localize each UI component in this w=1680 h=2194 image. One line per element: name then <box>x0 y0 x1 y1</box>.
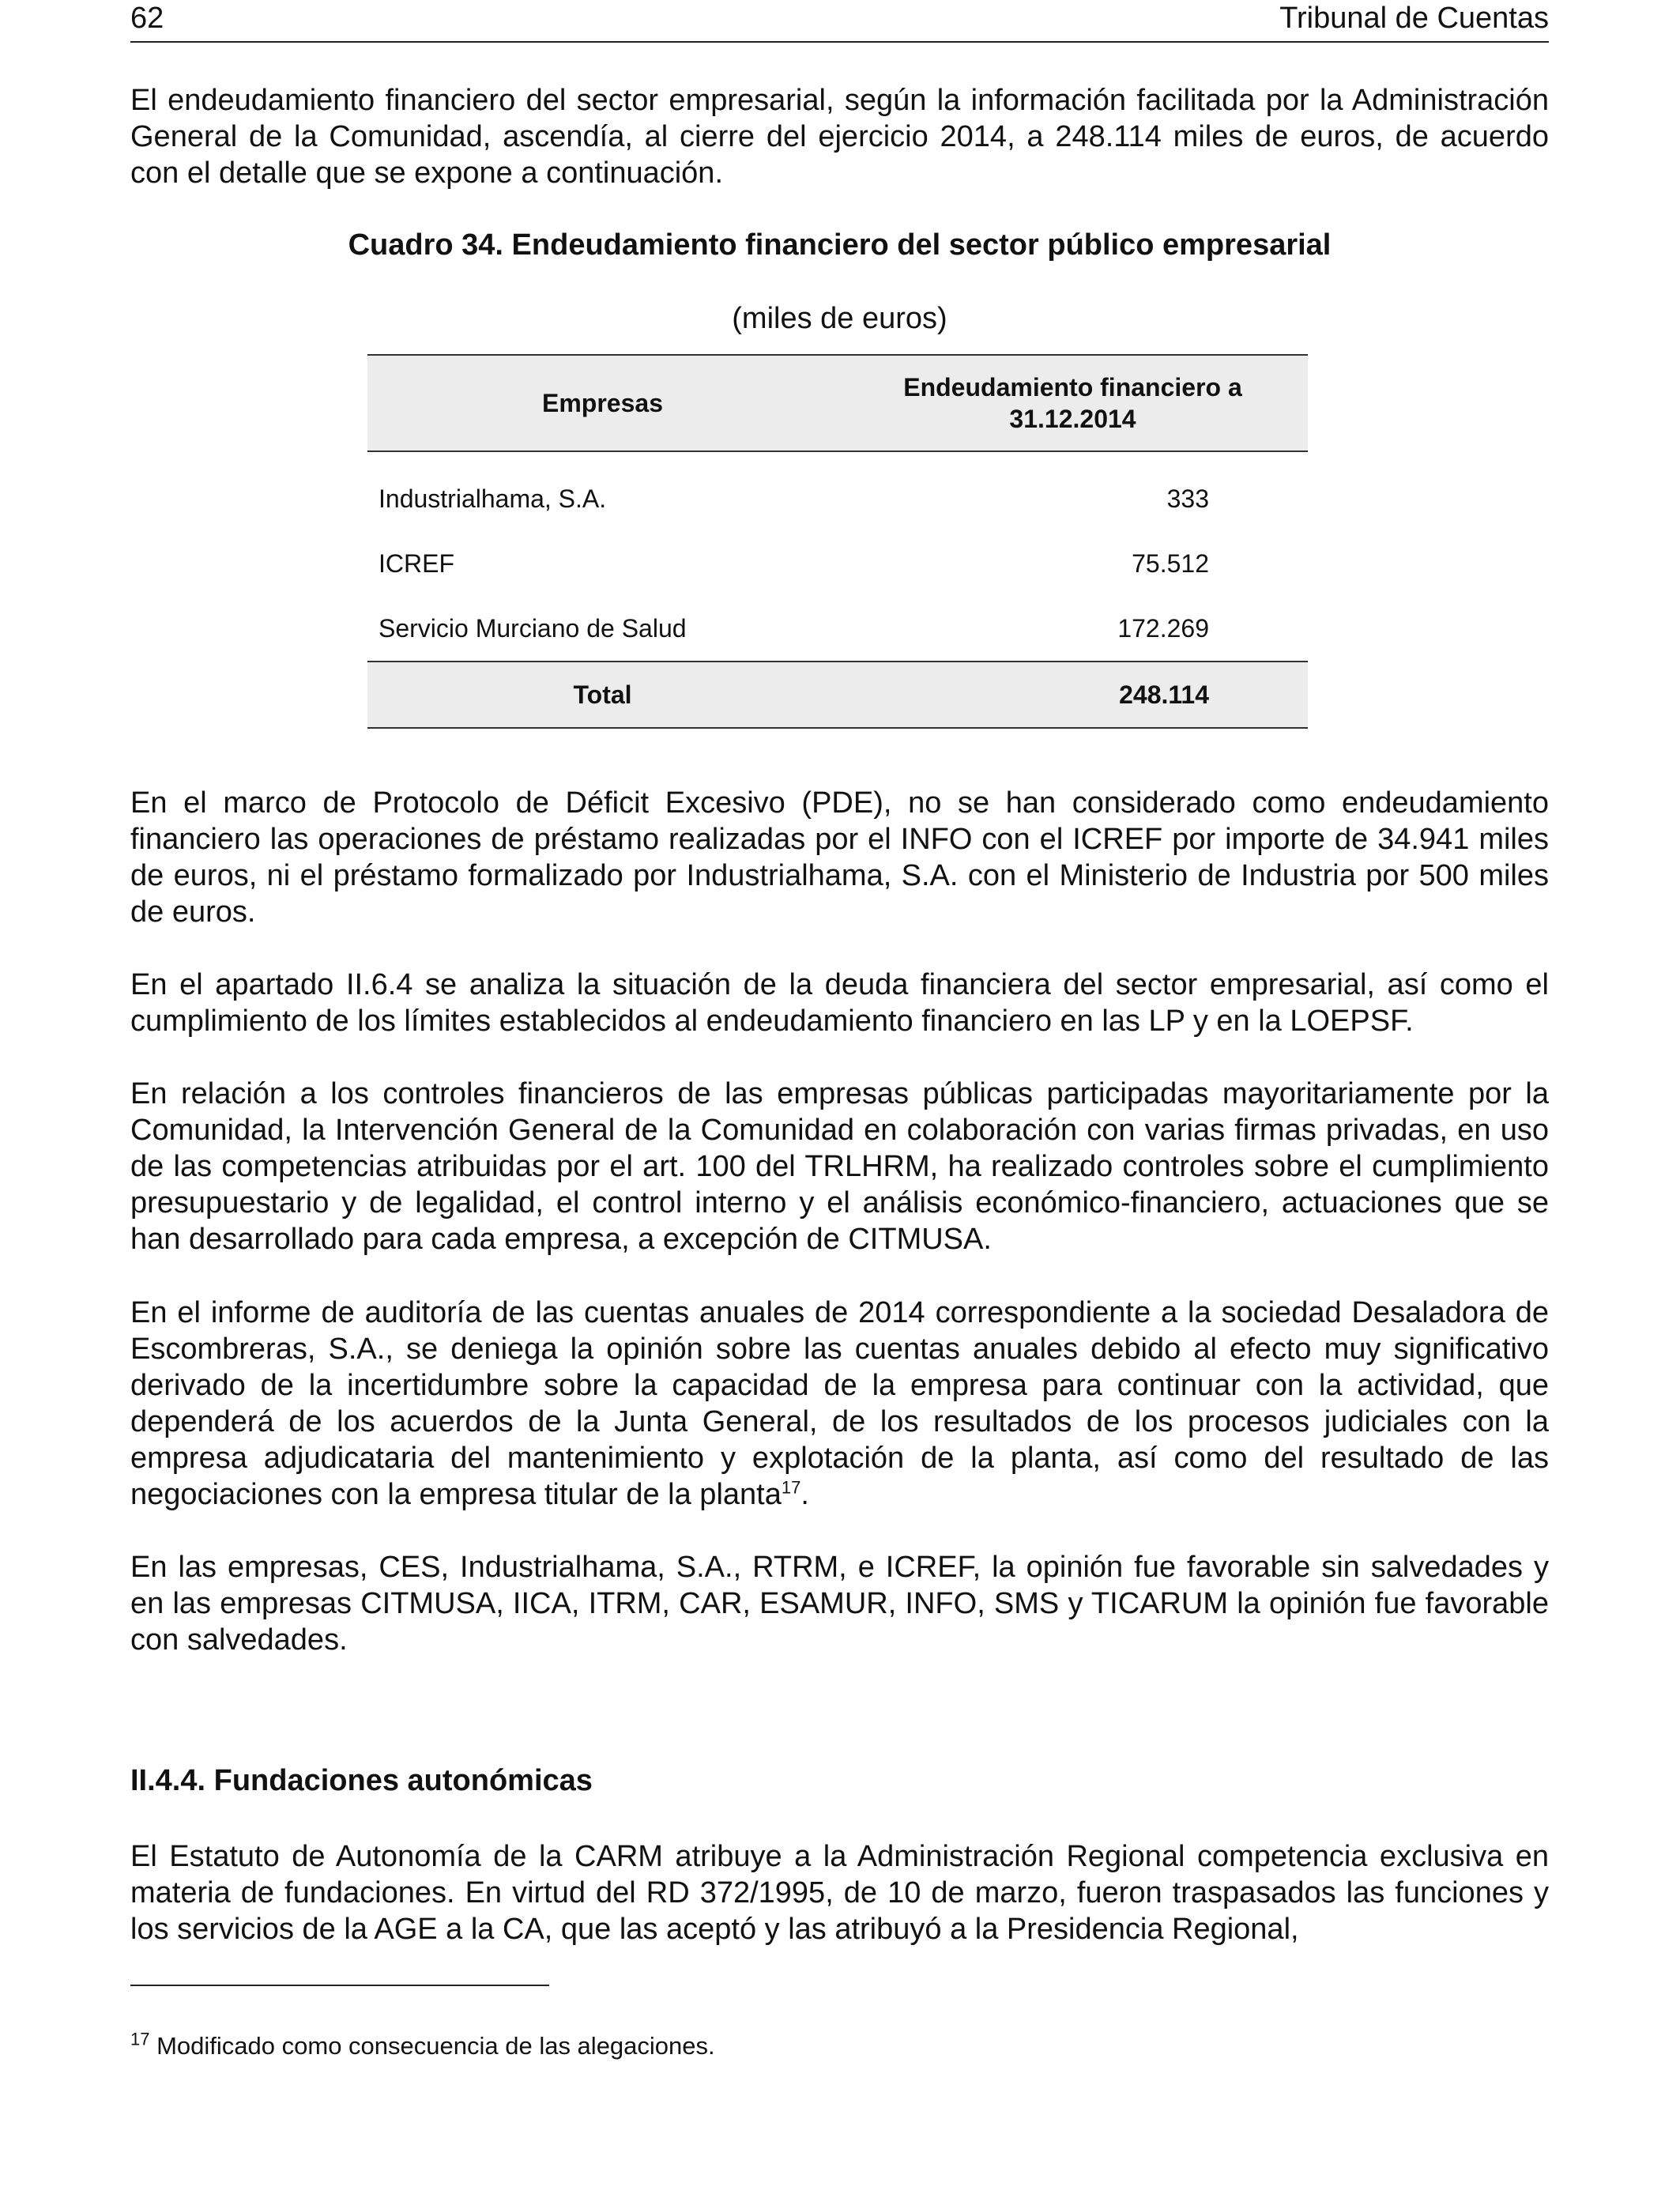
footnote-divider <box>130 1985 549 1986</box>
page-number: 62 <box>130 2 164 35</box>
table-row <box>367 451 1308 531</box>
paragraph-5-text: En el informe de auditoría de las cuentas anuales de 2014 correspondiente a la sociedad Desaladora de Escombreras, S.A., se deniega la opinión sobre las cuentas anuales debido al efecto muy significativo derivado de la incertidumbre sobre la capacidad de la empresa para continuar con la actividad, que dependerá de los acuerdos de la Junta General, de los resultados de los procesos judiciales con la empresa adjudicataria del mantenimiento y explotación de la planta, así como del resultado de las negociaciones con la empresa titular de la planta <box>130 1296 1549 1511</box>
header-empresas: Empresas <box>367 355 838 451</box>
paragraph-3: En el apartado II.6.4 se analiza la situación de la deuda financiera del sector empresarial, así como el cumplimiento de los límites establecidos al endeudamiento financiero en las LP y en la LOEPSF. <box>130 968 1549 1038</box>
table-units: (miles de euros) <box>732 302 947 335</box>
debt-table <box>367 354 1308 729</box>
paragraph-1: El endeudamiento financiero del sector empresarial, según la información facilitada por la Administración General de la Comunidad, ascendía, al cierre del ejercicio 2014, a 248.114 miles de euros, de acuerdo con el detalle que se expone a continuación. <box>130 84 1549 190</box>
row-company: Industrialhama, S.A. <box>379 484 607 513</box>
footnote <box>130 2029 715 2060</box>
row-company: ICREF <box>379 548 454 578</box>
table-row <box>367 531 1308 596</box>
header-endeudamiento: Endeudamiento financiero a 31.12.2014 <box>838 355 1308 451</box>
table-row <box>367 596 1308 662</box>
table-header-row <box>367 355 1308 451</box>
paragraph-5 <box>130 1295 1549 1513</box>
footnote-text: Modificado como consecuencia de las alegaciones. <box>149 2032 715 2060</box>
page-header <box>130 0 1549 43</box>
table-caption: Cuadro 34. Endeudamiento financiero del sector público empresarial <box>348 228 1332 262</box>
footnote-ref: 17 <box>781 1477 801 1498</box>
paragraph-6: En las empresas, CES, Industrialhama, S.A., RTRM, e ICREF, la opinión fue favorable sin salvedades y en las empresas CITMUSA, IICA, ITRM, CAR, ESAMUR, INFO, SMS y TICARUM la opinión fue favorable con salvedades. <box>130 1551 1549 1657</box>
row-company: Servicio Murciano de Salud <box>379 613 687 643</box>
row-value: 75.512 <box>1132 548 1209 578</box>
paragraph-7: El Estatuto de Autonomía de la CARM atribuye a la Administración Regional competencia exclusiva en materia de fundaciones. En virtud del RD 372/1995, de 10 de marzo, fueron traspasados las funciones y los servicios de la AGE a la CA, que las aceptó y las atribuyó a la Presidencia Regional, <box>130 1840 1549 1946</box>
header-title: Tribunal de Cuentas <box>1279 2 1549 35</box>
paragraph-2: En el marco de Protocolo de Déficit Excesivo (PDE), no se han considerado como endeudamiento financiero las operaciones de préstamo realizadas por el INFO con el ICREF por importe de 34.941 miles de euros, ni el préstamo formalizado por Industrialhama, S.A. con el Ministerio de Industria por 500 miles de euros. <box>130 786 1549 929</box>
total-value: 248.114 <box>838 662 1308 728</box>
paragraph-4: En relación a los controles financieros de las empresas públicas participadas mayoritariamente por la Comunidad, la Intervención General de la Comunidad en colaboración con varias firmas privadas, en uso de las competencias atribuidas por el art. 100 del TRLHRM, ha realizado controles sobre el cumplimiento presupuestario y de legalidad, el control interno y el análisis económico-financiero, actuaciones que se han desarrollado para cada empresa, a excepción de CITMUSA. <box>130 1077 1549 1256</box>
footnote-number: 17 <box>130 2029 150 2049</box>
total-label: Total <box>367 662 838 728</box>
row-value: 333 <box>1166 484 1209 513</box>
row-value: 172.269 <box>1117 613 1209 643</box>
section-heading: II.4.4. Fundaciones autonómicas <box>130 1764 593 1797</box>
table-total-row <box>367 662 1308 728</box>
paragraph-5-end: . <box>800 1478 809 1511</box>
